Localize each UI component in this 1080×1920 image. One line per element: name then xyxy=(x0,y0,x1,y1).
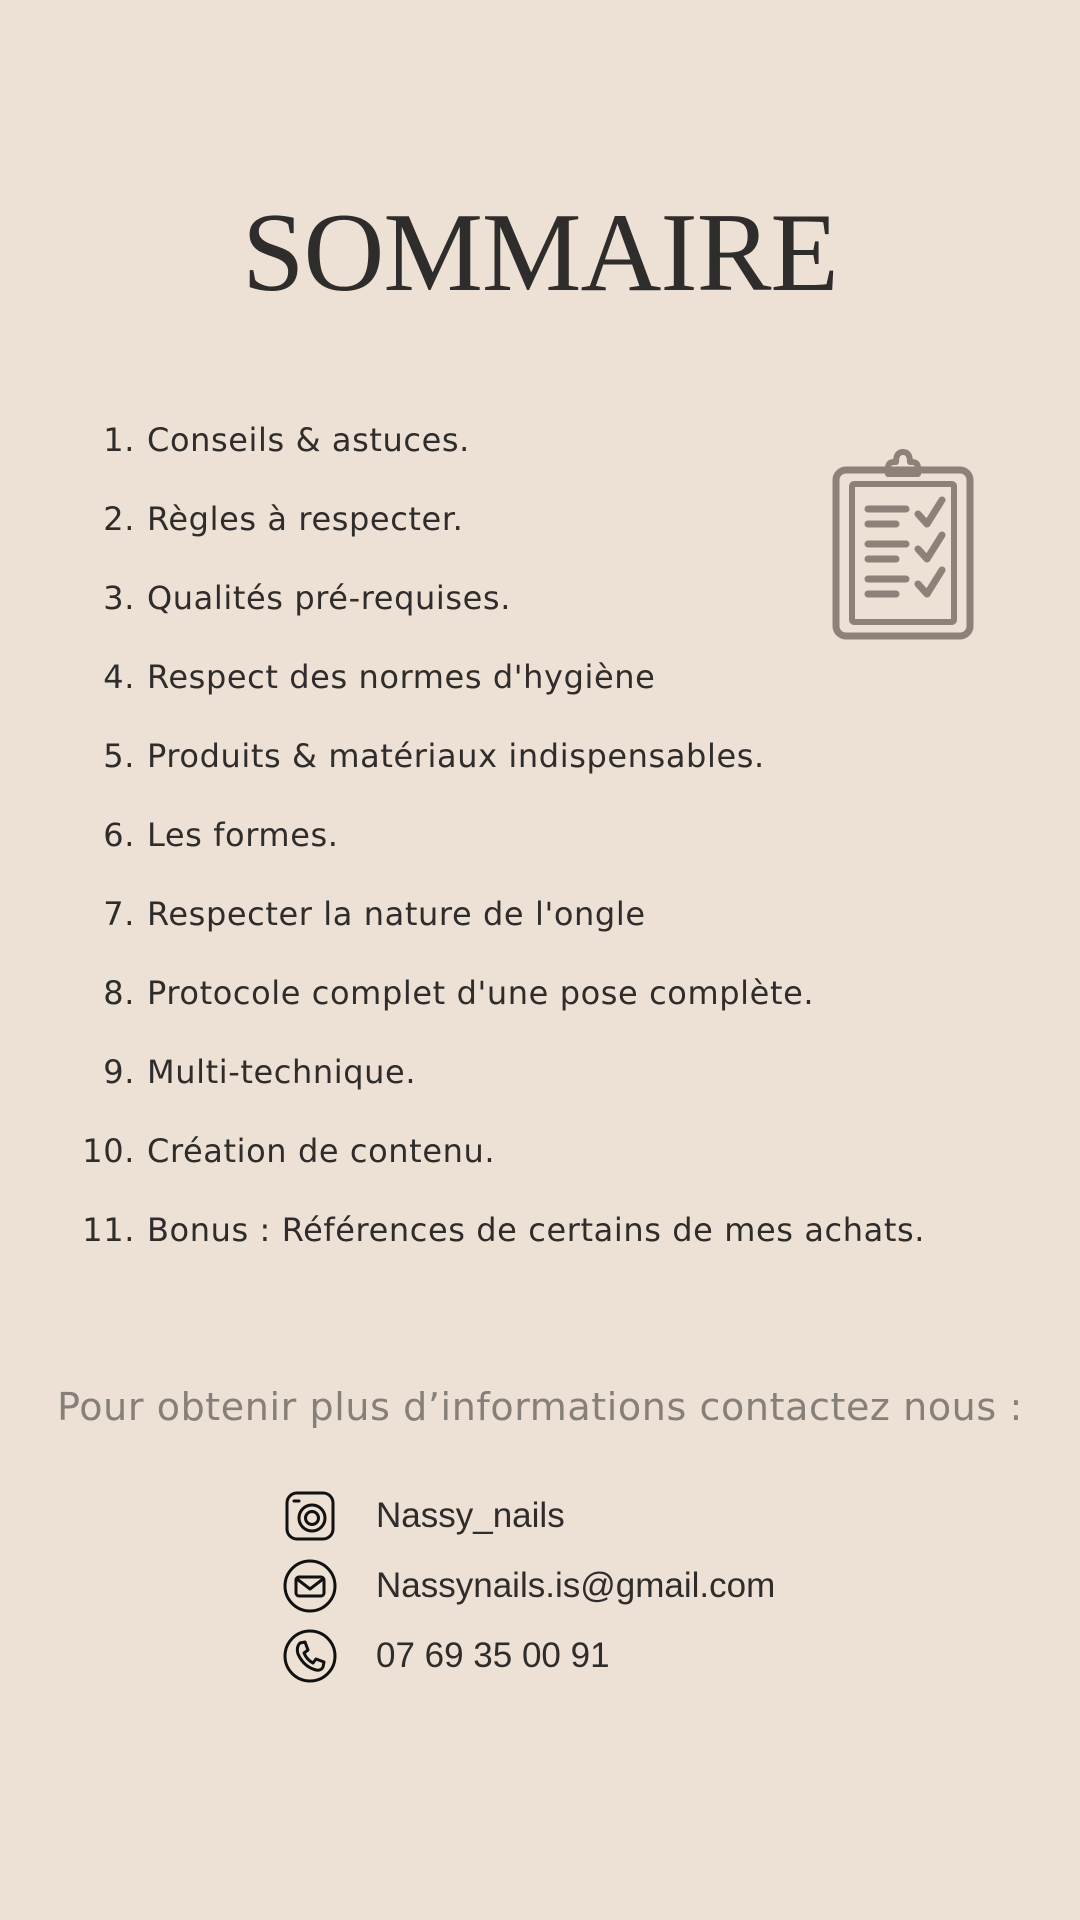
toc-item-label: Respect des normes d'hygiène xyxy=(147,658,656,696)
phone-icon xyxy=(282,1628,338,1684)
toc-item-label: Respecter la nature de l'ongle xyxy=(147,895,646,933)
toc-item-number: 7. xyxy=(103,895,135,933)
contact-email xyxy=(282,1558,882,1614)
toc-item xyxy=(0,968,1000,1018)
toc-item-number: 6. xyxy=(103,816,135,854)
toc-item-number: 1. xyxy=(103,421,135,459)
toc-item xyxy=(0,652,1000,702)
toc-item-label: Bonus : Références de certains de mes achats. xyxy=(147,1211,926,1249)
toc-item-number: 2. xyxy=(103,500,135,538)
phone-number[interactable]: 07 69 35 00 91 xyxy=(376,1636,610,1675)
toc-item-label: Multi-technique. xyxy=(147,1053,417,1091)
contact-lead-text: Pour obtenir plus d’informations contactez nous : xyxy=(57,1385,1023,1429)
toc-item xyxy=(0,1047,1000,1097)
toc-item-number: 10. xyxy=(82,1132,135,1170)
page-title: SOMMAIRE xyxy=(242,191,838,315)
toc-item-label: Protocole complet d'une pose complète. xyxy=(147,974,815,1012)
toc-item-label: Conseils & astuces. xyxy=(147,421,470,459)
email-address[interactable]: Nassynails.is@gmail.com xyxy=(376,1566,776,1605)
toc-item-label: Règles à respecter. xyxy=(147,500,464,538)
toc-item xyxy=(0,731,1000,781)
toc-item-number: 3. xyxy=(103,579,135,617)
toc-item xyxy=(0,1126,1000,1176)
contact-phone xyxy=(282,1628,882,1684)
toc-item xyxy=(0,1205,1000,1255)
mail-icon xyxy=(282,1558,338,1614)
instagram-icon xyxy=(282,1488,338,1544)
toc-item-number: 11. xyxy=(82,1211,135,1249)
toc-item xyxy=(0,889,1000,939)
clipboard-checklist-icon xyxy=(832,448,974,640)
toc-item-label: Les formes. xyxy=(147,816,339,854)
toc-item-label: Produits & matériaux indispensables. xyxy=(147,737,765,775)
toc-item-number: 4. xyxy=(103,658,135,696)
toc-item-label: Qualités pré-requises. xyxy=(147,579,511,617)
instagram-handle[interactable]: Nassy_nails xyxy=(376,1496,565,1535)
contact-instagram xyxy=(282,1488,882,1544)
toc-item xyxy=(0,810,1000,860)
toc-item-number: 9. xyxy=(103,1053,135,1091)
toc-item-number: 5. xyxy=(103,737,135,775)
toc-item-label: Création de contenu. xyxy=(147,1132,496,1170)
toc-item-number: 8. xyxy=(103,974,135,1012)
